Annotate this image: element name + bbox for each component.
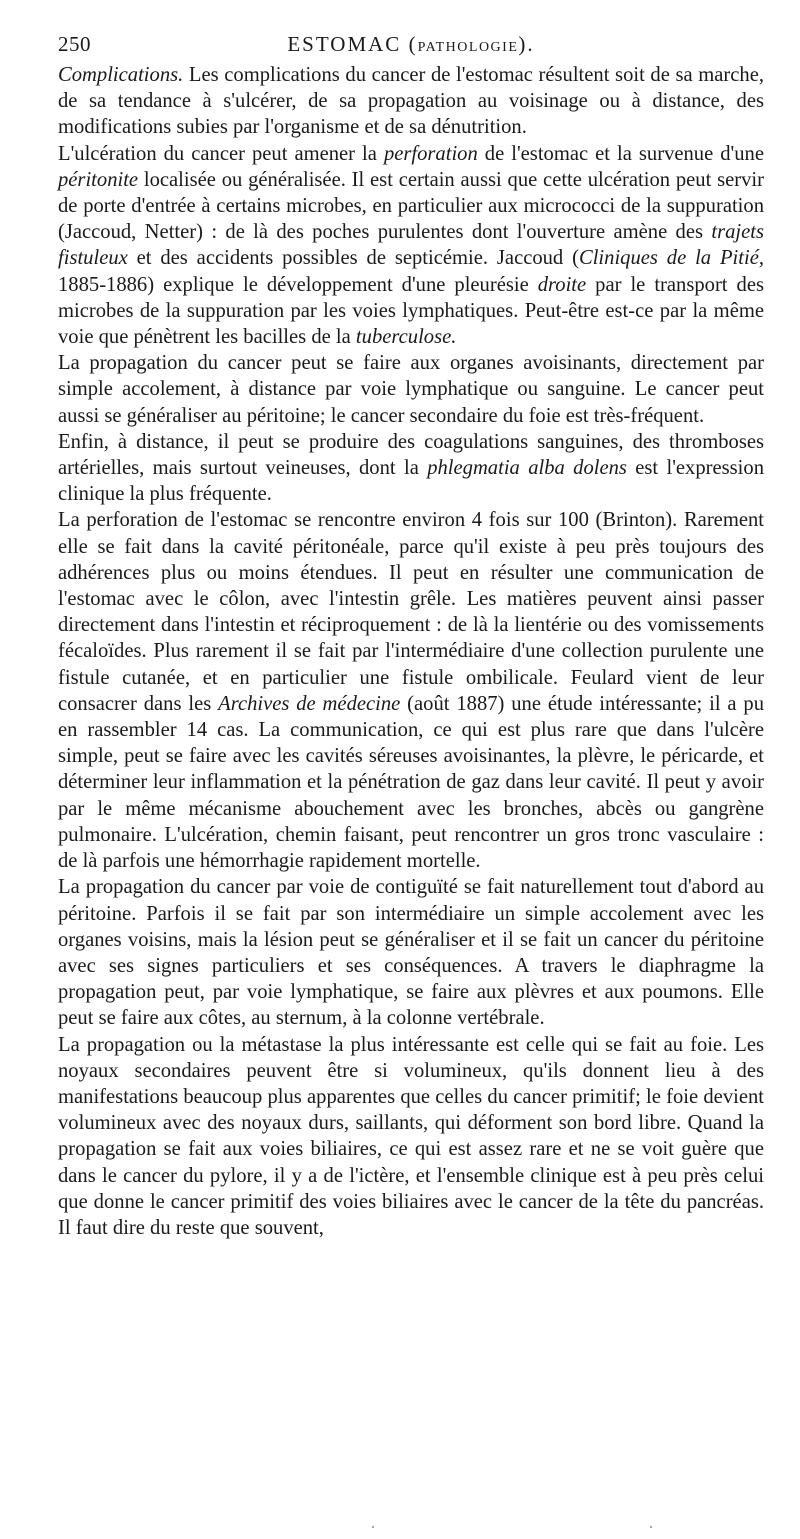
paragraph-text: de l'estomac et la survenue d'une bbox=[477, 142, 764, 165]
paragraph bbox=[58, 350, 764, 429]
running-title-open-paren: ( bbox=[408, 32, 418, 56]
paragraph-text: localisée ou généralisée. Il est certain aussi que cette ulcération peut servir de porte d'entrée à certains microbes, en particulier aux micrococci de la suppuration (Jaccoud, Netter) : de là des poches purulentes dont l'ouverture amène des bbox=[58, 168, 764, 244]
paragraph-text: Enfin, à distance, il peut se produire des coagulations sanguines, des thromboses artérielles, mais surtout veineuses, dont la bbox=[58, 430, 764, 480]
paragraph-text: et des accidents possibles de septicémie. Jaccoud ( bbox=[127, 247, 579, 270]
italic-term: trajets fistuleux bbox=[58, 221, 764, 270]
scan-specks bbox=[0, 1526, 800, 1532]
paragraph-text: L'ulcération du cancer peut amener la bbox=[58, 142, 384, 165]
paragraph-container bbox=[58, 141, 764, 1242]
paragraph-text: par le transport des microbes de la suppuration par les voies lymphatiques. Peut-être est-ce par la même voie que pénètrent les bacilles de la bbox=[58, 273, 764, 349]
paragraph-text: 1885-1886) explique le développement d'une pleurésie bbox=[58, 273, 538, 296]
italic-term: perforation bbox=[383, 142, 478, 165]
section-lead-complications: Complications. bbox=[58, 64, 184, 86]
paragraph bbox=[58, 141, 764, 351]
paragraph bbox=[58, 429, 764, 508]
italic-term: Archives de médecine bbox=[218, 692, 401, 715]
running-title-sub: PATHOLOGIE bbox=[417, 40, 519, 55]
paragraph bbox=[58, 507, 764, 874]
italic-term: droite bbox=[537, 273, 587, 296]
running-title-main: ESTOMAC bbox=[287, 32, 402, 56]
paragraph-text: La propagation du cancer peut se faire aux organes avoisinants, directement par simple accolement, à distance par voie lymphatique ou sanguine. Le cancer peut aussi se généraliser au péritoine; le cancer secondaire du foie est très-fréquent. bbox=[58, 352, 764, 427]
paragraph bbox=[58, 874, 764, 1031]
paragraph-text: La perforation de l'estomac se rencontre environ 4 fois sur 100 (Brinton). Rarement elle se fait dans la cavité péritonéale, parce qu'il existe à peu près toujours des adhérences plus ou moins étendues. Il peut en résulter une communication de l'estomac avec le côlon, avec l'intestin grêle. Les matières peuvent ainsi passer directement dans l'intestin et réciproquement : de là la lientérie ou des vomissements fécaloïdes. Plus rarement il se fait par l'intermédiaire d'une collection purulente une fistule cutanée, et en particulier une fistule ombilicale. Feulard vient de leur consacrer dans les bbox=[58, 509, 764, 715]
paragraph-text: est l'expression clinique la plus fréquente. bbox=[58, 457, 764, 506]
italic-term: tuberculose. bbox=[355, 326, 457, 349]
paragraph-complications bbox=[58, 62, 764, 141]
page-header bbox=[58, 26, 764, 62]
scan-speck bbox=[650, 1526, 652, 1528]
page-number: 250 bbox=[58, 32, 91, 56]
paragraph-text: Les complications du cancer de l'estomac résultent soit de sa marche, de sa tendance à s'ulcérer, de sa propagation au voisinage ou à distance, des modifications subies par l'organisme et de sa dénutrition. bbox=[58, 64, 764, 139]
paragraph-text: La propagation du cancer par voie de contiguïté se fait naturellement tout d'abord au péritoine. Parfois il se fait par son intermédiaire un simple accolement avec les organes voisins, mais la lésion peut se généraliser et il se fait un cancer du péritoine avec ses signes particuliers et ses conséquences. A travers le diaphragme la propagation peut, par voie lymphatique, se faire aux plèvres et aux poumons. Elle peut se faire aux côtes, au sternum, à la colonne vertébrale. bbox=[58, 876, 764, 1030]
body-text bbox=[58, 62, 764, 1241]
scan-speck bbox=[372, 1526, 374, 1528]
paragraph bbox=[58, 1032, 764, 1242]
italic-term: phlegmatia alba dolens bbox=[427, 457, 627, 480]
paragraph-text: (août 1887) une étude intéressante; il a pu en rassembler 14 cas. La communication, ce qui est plus rare que dans l'ulcère simple, peut se faire avec les cavités séreuses avoisinantes, la plèvre, le péricarde, et déterminer leur inflammation et la pénétration de gaz dans leur cavité. Il peut y avoir par le même mécanisme abouchement avec les bronches, abcès ou gangrène pulmonaire. L'ulcération, chemin faisant, peut rencontrer un gros tronc vasculaire : de là parfois une hémorrhagie rapidement mortelle. bbox=[58, 692, 764, 873]
running-title-close-paren: ). bbox=[518, 32, 535, 56]
running-title bbox=[58, 32, 764, 57]
italic-term: Cliniques de la Pitié, bbox=[578, 247, 764, 270]
paragraph-text: La propagation ou la métastase la plus intéressante est celle qui se fait au foie. Les noyaux secondaires peuvent être si volumineux, qu'ils donnent lieu à des manifestations beaucoup plus apparentes que celles du cancer primitif; le foie devient volumineux avec des noyaux durs, saillants, qui déforment son bord libre. Quand la propagation se fait aux voies biliaires, ce qui est assez rare et ne se voit guère que dans le cancer du pylore, il y a de l'ictère, et l'ensemble clinique est à peu près celui que donne le cancer primitif des voies biliaires avec le cancer de la tête du pancréas. Il faut dire du reste que souvent, bbox=[58, 1033, 764, 1239]
italic-term: péritonite bbox=[58, 168, 139, 191]
